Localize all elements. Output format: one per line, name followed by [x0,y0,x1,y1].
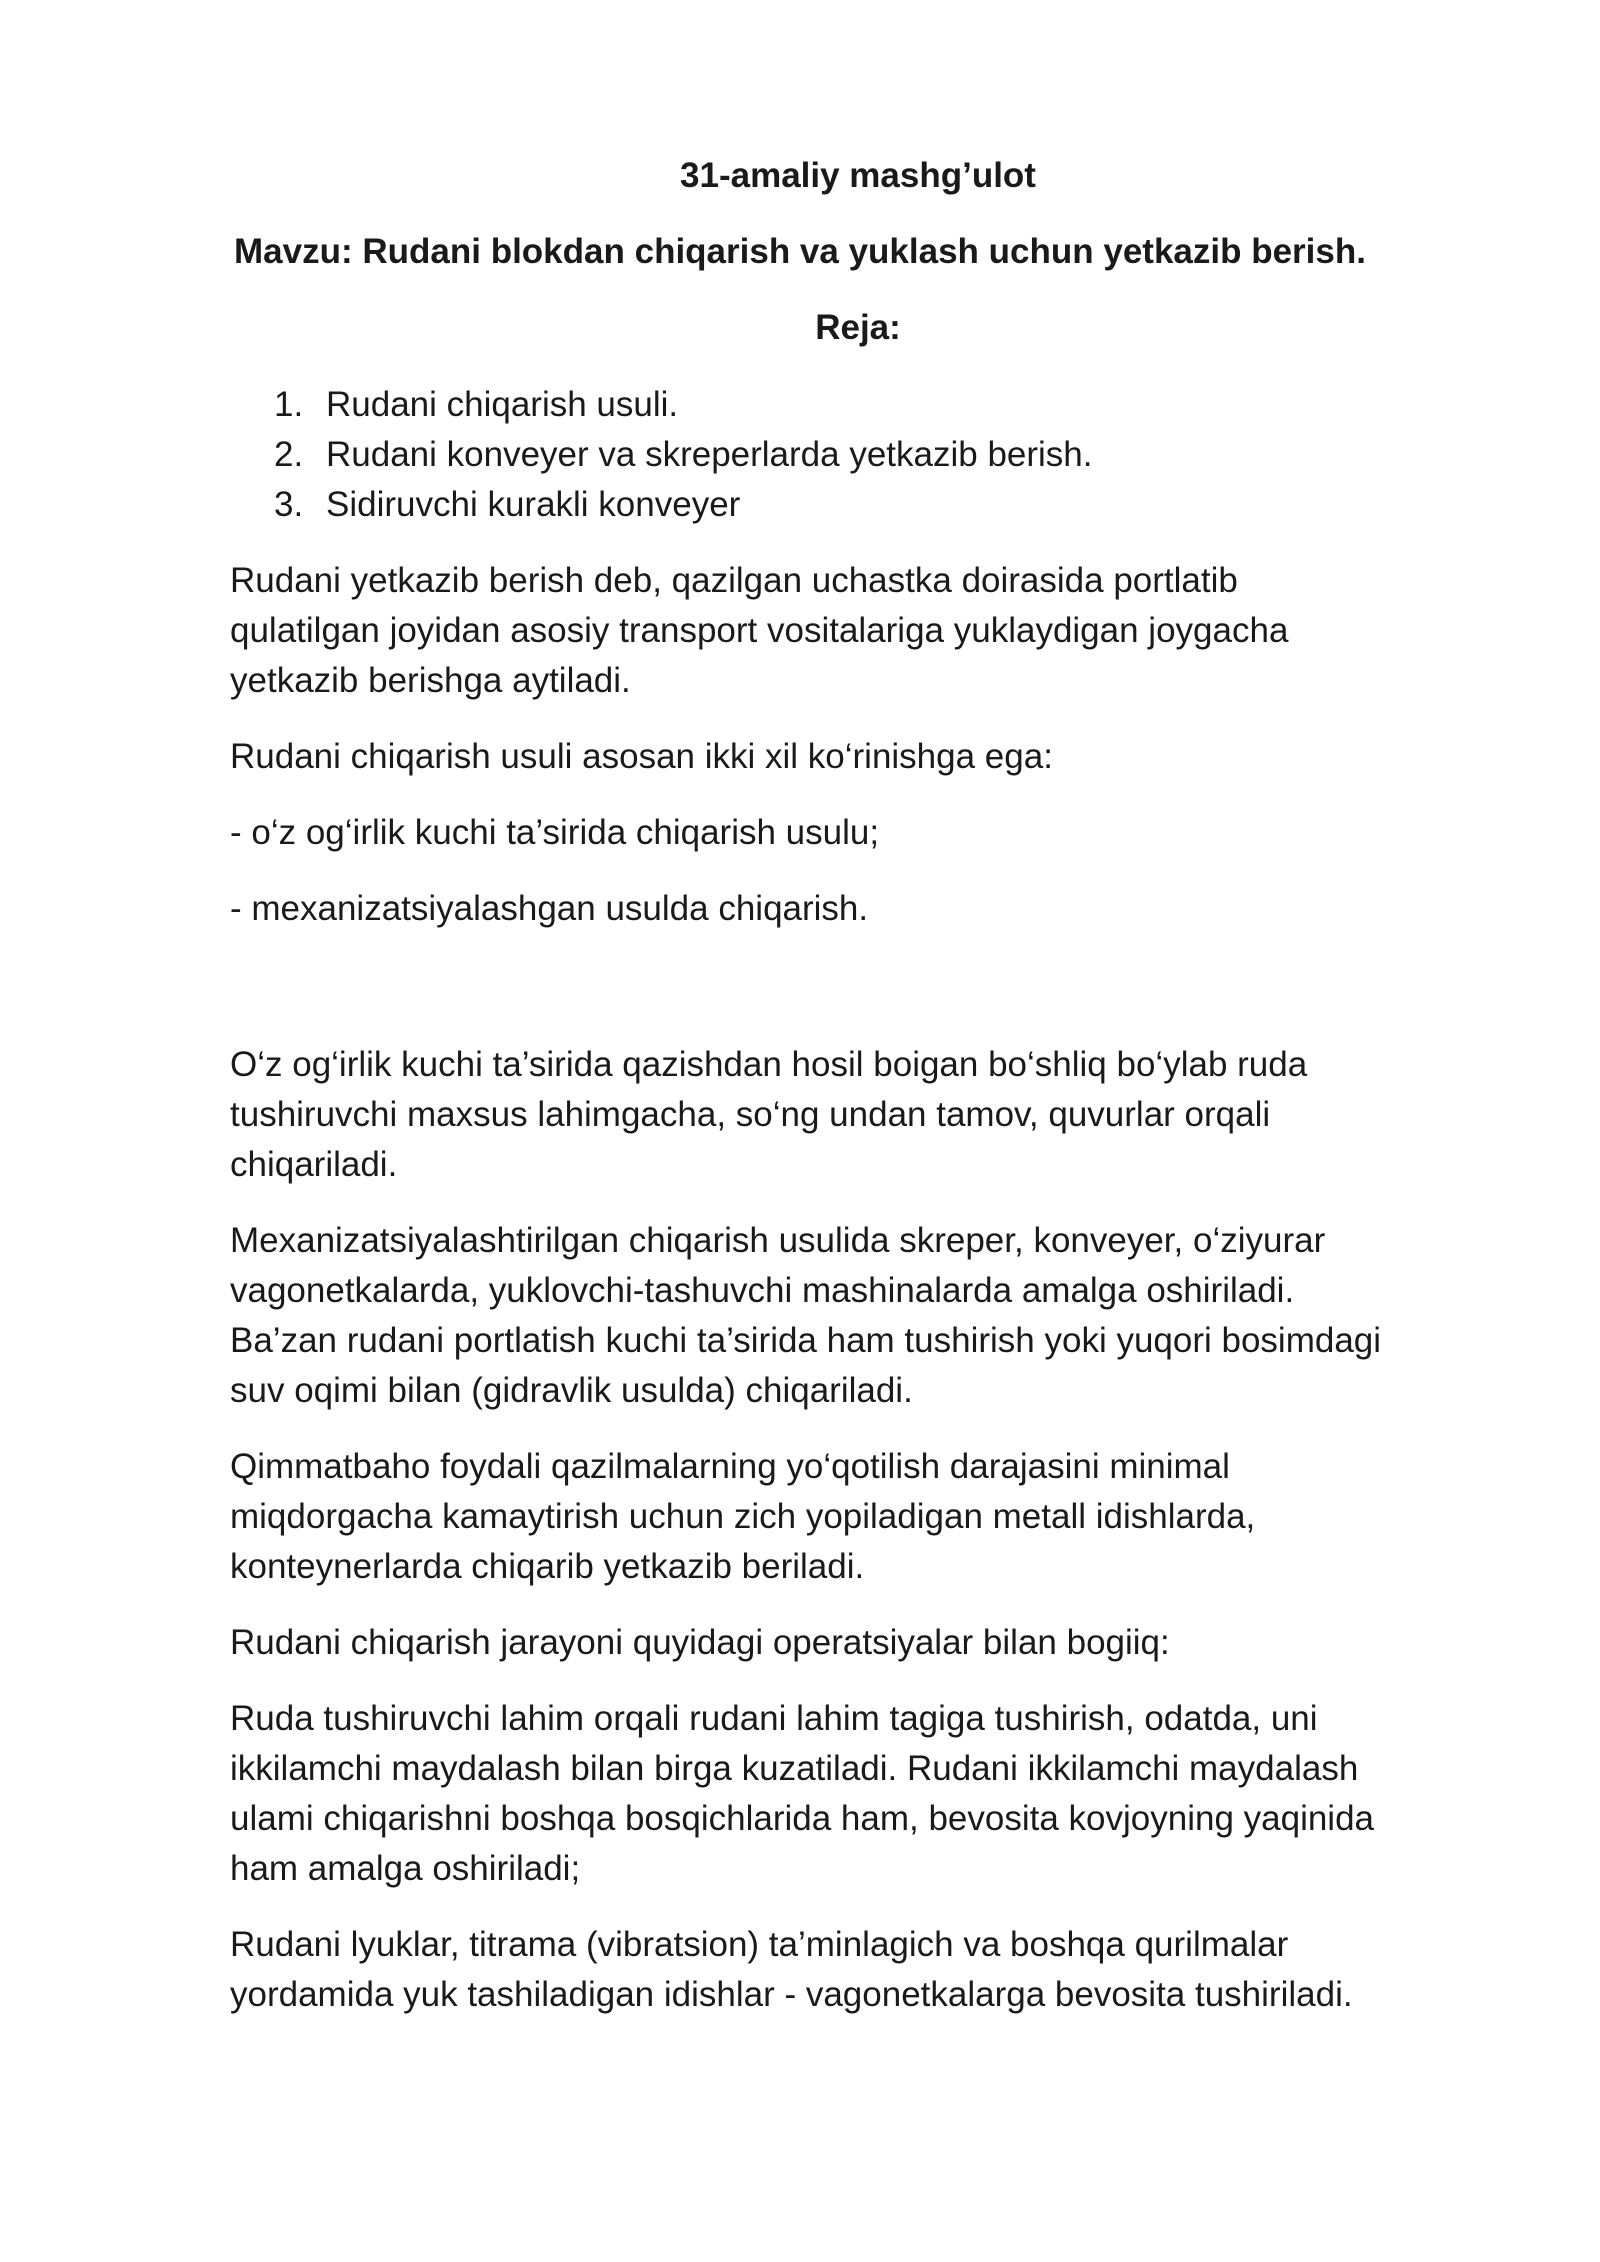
lesson-title: 31-amaliy mashg’ulot [680,156,1036,195]
paragraph-gravity: O‘z og‘irlik kuchi ta’sirida qazishdan hosil boigan bo‘shliq bo‘ylab ruda tushiruvchi maxsus lahimgacha, so‘ng undan tamov, quvurlar orqali chiqariladi. [230,1045,1308,1184]
plan-item-text: Rudani konveyer va skreperlarda yetkazib berish. [326,435,1093,474]
plan-item-text: Sidiruvchi kurakli konveyer [326,485,741,524]
plan-item-number: 1. [274,385,304,424]
plan-list [274,380,1093,530]
plan-item-number: 2. [274,435,304,474]
paragraph-containers: Qimmatbaho foydali qazilmalarning yo‘qotilish darajasini minimal miqdorgacha kamaytirish uchun zich yopiladigan metall idishlarda, konteynerlarda chiqarib yetkazib beriladi. [230,1447,1256,1586]
plan-item-number: 3. [274,485,304,524]
list-item-gravity: - o‘z og‘irlik kuchi ta’sirida chiqarish usulu; [230,813,880,852]
paragraph-operations-intro: Rudani chiqarish jarayoni quyidagi operatsiyalar bilan bogiiq: [230,1623,1170,1662]
plan-item [274,430,1093,480]
list-item-mechanized: - mexanizatsiyalashgan usulda chiqarish. [230,889,869,928]
paragraph-definition: Rudani yetkazib berish deb, qazilgan uchastka doirasida portlatib qulatilgan joyidan asosiy transport vositalariga yuklaydigan joygacha yetkazib berishga aytiladi. [230,561,1289,700]
plan-item [274,480,1093,530]
paragraph-mechanized: Mexanizatsiyalashtirilgan chiqarish usulida skreper, konveyer, o‘ziyurar vagonetkalarda, yuklovchi-tashuvchi mashinalarda amalga oshiriladi. Ba’zan rudani portlatish kuchi ta’sirida ham tushirish yoki yuqori bosimdagi suv oqimi bilan (gidravlik usulda) chiqariladi. [230,1221,1382,1410]
paragraph-ore-transfer: Ruda tushiruvchi lahim orqali rudani lahim tagiga tushirish, odatda, uni ikkilamchi maydalash bilan birga kuzatiladi. Rudani ikkilamchi maydalash ulami chiqarishni boshqa bosqichlarida ham, bevosita kovjoyning yaqinida ham amalga oshiriladi; [230,1699,1375,1888]
topic-heading: Mavzu: Rudani blokdan chiqarish va yuklash uchun yetkazib berish. [234,232,1366,271]
paragraph-loading: Rudani lyuklar, titrama (vibratsion) ta’minlagich va boshqa qurilmalar yordamida yuk tashiladigan idishlar - vagonetkalarga bevosita tushiriladi. [230,1925,1353,2014]
plan-item-text: Rudani chiqarish usuli. [326,385,679,424]
plan-heading: Reja: [815,308,901,347]
plan-item [274,380,1093,430]
paragraph-methods-intro: Rudani chiqarish usuli asosan ikki xil ko‘rinishga ega: [230,737,1053,776]
